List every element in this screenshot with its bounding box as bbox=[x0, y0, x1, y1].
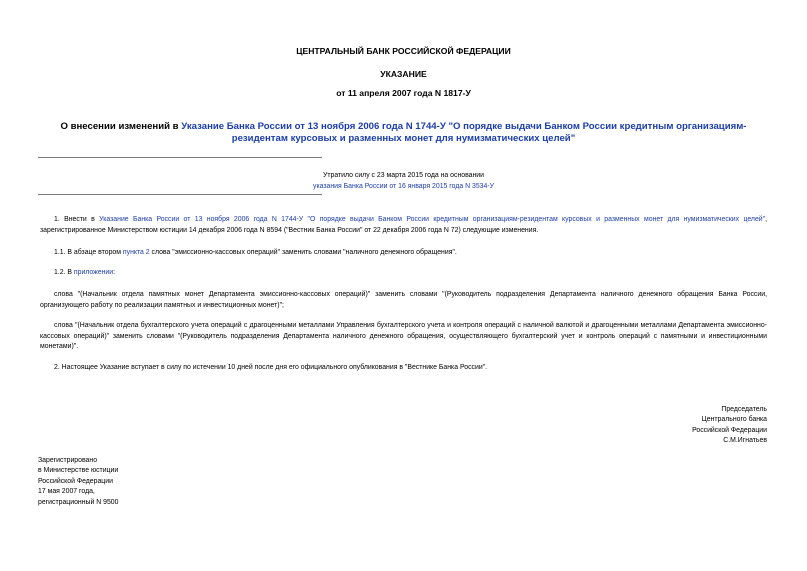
paragraph-1-prefix: 1. Внести в bbox=[54, 216, 100, 223]
divider-bottom bbox=[38, 194, 322, 195]
divider-top bbox=[38, 157, 322, 158]
registration-block bbox=[38, 456, 288, 508]
signature-block bbox=[567, 405, 767, 447]
status-link[interactable]: указания Банка России от 16 января 2015 года N 3534-У bbox=[313, 183, 494, 190]
status-line: Утратило силу с 23 марта 2015 года на основании bbox=[322, 172, 485, 179]
document-date-number: от 11 апреля 2007 года N 1817-У bbox=[336, 88, 471, 98]
registration-line-4: 17 мая 2007 года, bbox=[38, 488, 95, 496]
document-title bbox=[40, 121, 767, 145]
signature-line-2: Центрального банка bbox=[701, 416, 767, 424]
paragraph-2: 2. Настоящее Указание вступает в силу по истечении 10 дней после дня его официального опубликования в "Вестнике Банка России". bbox=[54, 364, 488, 371]
paragraph-1-suffix: , зарегистрированное Министерством юстиции 14 декабря 2006 года N 8594 ("Вестник Банка России" от 22 декабря 2006 года N 72) следующие изменения. bbox=[40, 216, 767, 234]
paragraph-1-2-prefix: 1.2. В bbox=[54, 269, 74, 276]
bank-name: ЦЕНТРАЛЬНЫЙ БАНК РОССИЙСКОЙ ФЕДЕРАЦИИ bbox=[296, 46, 511, 56]
paragraph-1-1-suffix: слова "эмиссионно-кассовых операций" заменить словами "наличного денежного обращения". bbox=[149, 249, 457, 256]
paragraph-replacement-1: слова "(Начальник отдела памятных монет Департамента эмиссионно-кассовых операций)" заменить словами "(Руководитель подразделения Департамента наличного денежного обращения Банка России, организующего работу по реализации памятных и инвестиционных монет)"; bbox=[40, 291, 767, 309]
registration-line-3: Российской Федерации bbox=[38, 477, 113, 485]
registration-line-1: Зарегистрировано bbox=[38, 457, 98, 464]
paragraph-1-2-link[interactable]: приложении bbox=[73, 269, 114, 276]
title-prefix: О внесении изменений в bbox=[60, 121, 182, 132]
document-type: УКАЗАНИЕ bbox=[380, 69, 427, 79]
paragraph-1-link[interactable]: Указание Банка России от 13 ноября 2006 года N 1744-У "О порядке выдачи Банком России кредитным организациям-резидентам курсовых и разменных монет для нумизматических целей" bbox=[99, 216, 766, 223]
paragraph-1-1-link[interactable]: пункта 2 bbox=[122, 249, 150, 256]
paragraph-1 bbox=[40, 215, 767, 236]
paragraph-1-1 bbox=[40, 248, 767, 259]
signature-line-1: Председатель bbox=[721, 406, 767, 413]
paragraph-1-1-prefix: 1.1. В абзаце втором bbox=[54, 249, 123, 256]
title-link[interactable]: Указание Банка России от 13 ноября 2006 года N 1744-У "О порядке выдачи Банком России кредитным организациям-резидентам курсовых и разменных монет для нумизматических целей" bbox=[181, 121, 747, 144]
paragraph-replacement-2: слова "(Начальник отдела бухгалтерского учета операций с драгоценными металлами Управления бухгалтерского учета и контроля операций с наличной валютой и драгоценными металлами Департамента эмиссионно-кассовых операций)" заменить словами "(Руководитель подразделения Департамента наличного денежного обращения, осуществляющего бухгалтерский учет и контроль операций с памятными и инвестиционными монетами)". bbox=[40, 322, 767, 350]
signature-line-3: Российской Федерации bbox=[692, 426, 767, 434]
signature-line-4: С.М.Игнатьев bbox=[723, 437, 767, 445]
paragraph-1-2 bbox=[40, 268, 767, 279]
paragraph-1-2-suffix: : bbox=[113, 269, 116, 276]
registration-line-2: в Министерстве юстиции bbox=[38, 467, 119, 475]
registration-line-5: регистрационный N 9500 bbox=[38, 498, 119, 506]
